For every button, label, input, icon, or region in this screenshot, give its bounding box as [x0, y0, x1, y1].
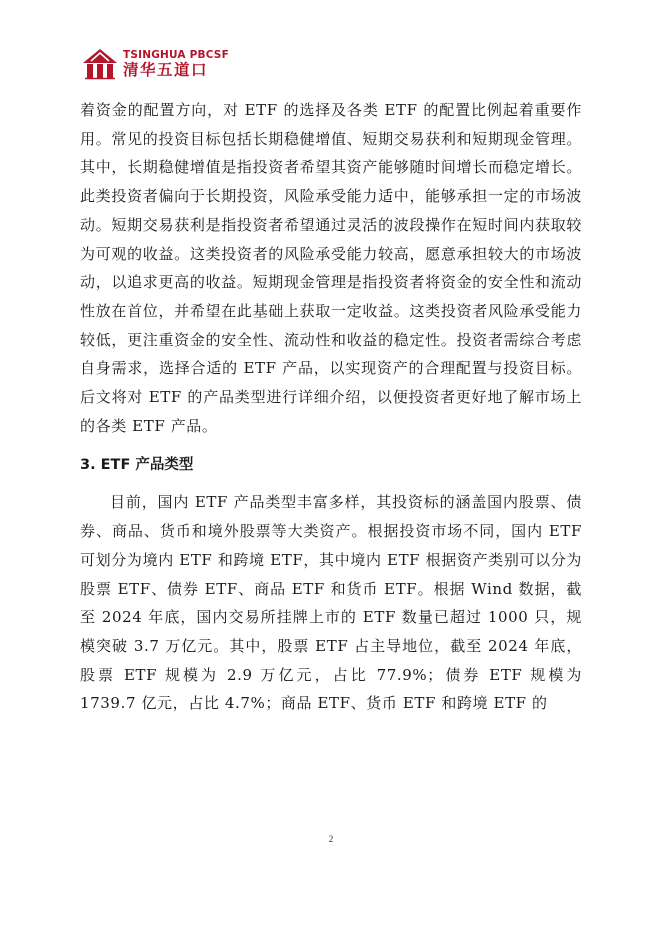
tsinghua-pbcsf-logo-icon: [82, 48, 118, 80]
paragraph-etf-types: 目前，国内 ETF 产品类型丰富多样，其投资标的涵盖国内股票、债券、商品、货币和境外股票等大类资产。根据投资市场不同，国内 ETF 可划分为境内 ETF 和跨境 ETF，其中境内 ETF 根据资产类别可以分为股票 ETF、债券 ETF、商品 ETF 和货币 ETF。根据 Wind 数据，截至 2024 年底，国内交易所挂牌上市的 ETF 数量已超过 1000 只，规模突破 3.7 万亿元。其中，股票 ETF 占主导地位，截至 2024 年底，股票 ETF 规模为 2.9 万亿元，占比 77.9%；债券 ETF 规模为 1739.7 亿元，占比 4.7%；商品 ETF、货币 ETF 和跨境 ETF 的: [80, 493, 582, 713]
logo-text: [123, 50, 229, 79]
page-header: [82, 47, 229, 81]
logo-chinese: 清华五道口: [123, 61, 209, 79]
document-body: [80, 96, 582, 718]
logo-english: TSINGHUA PBCSF: [123, 48, 229, 61]
section-heading: 3. ETF 产品类型: [80, 457, 194, 474]
page-number: 2: [328, 834, 334, 844]
paragraph-investment-goals: 着资金的配置方向，对 ETF 的选择及各类 ETF 的配置比例起着重要作用。常见的投资目标包括长期稳健增值、短期交易获利和短期现金管理。其中，长期稳健增值是指投资者希望其资产能够随时间增长而稳定增长。此类投资者偏向于长期投资，风险承受能力适中，能够承担一定的市场波动。短期交易获利是指投资者希望通过灵活的波段操作在短时间内获取较为可观的收益。这类投资者的风险承受能力较高，愿意承担较大的市场波动，以追求更高的收益。短期现金管理是指投资者将资金的安全性和流动性放在首位，并希望在此基础上获取一定收益。这类投资者风险承受能力较低，更注重资金的安全性、流动性和收益的稳定性。投资者需综合考虑自身需求，选择合适的 ETF 产品，以实现资产的合理配置与投资目标。后文将对 ETF 的产品类型进行详细介绍，以便投资者更好地了解市场上的各类 ETF 产品。: [80, 101, 582, 435]
